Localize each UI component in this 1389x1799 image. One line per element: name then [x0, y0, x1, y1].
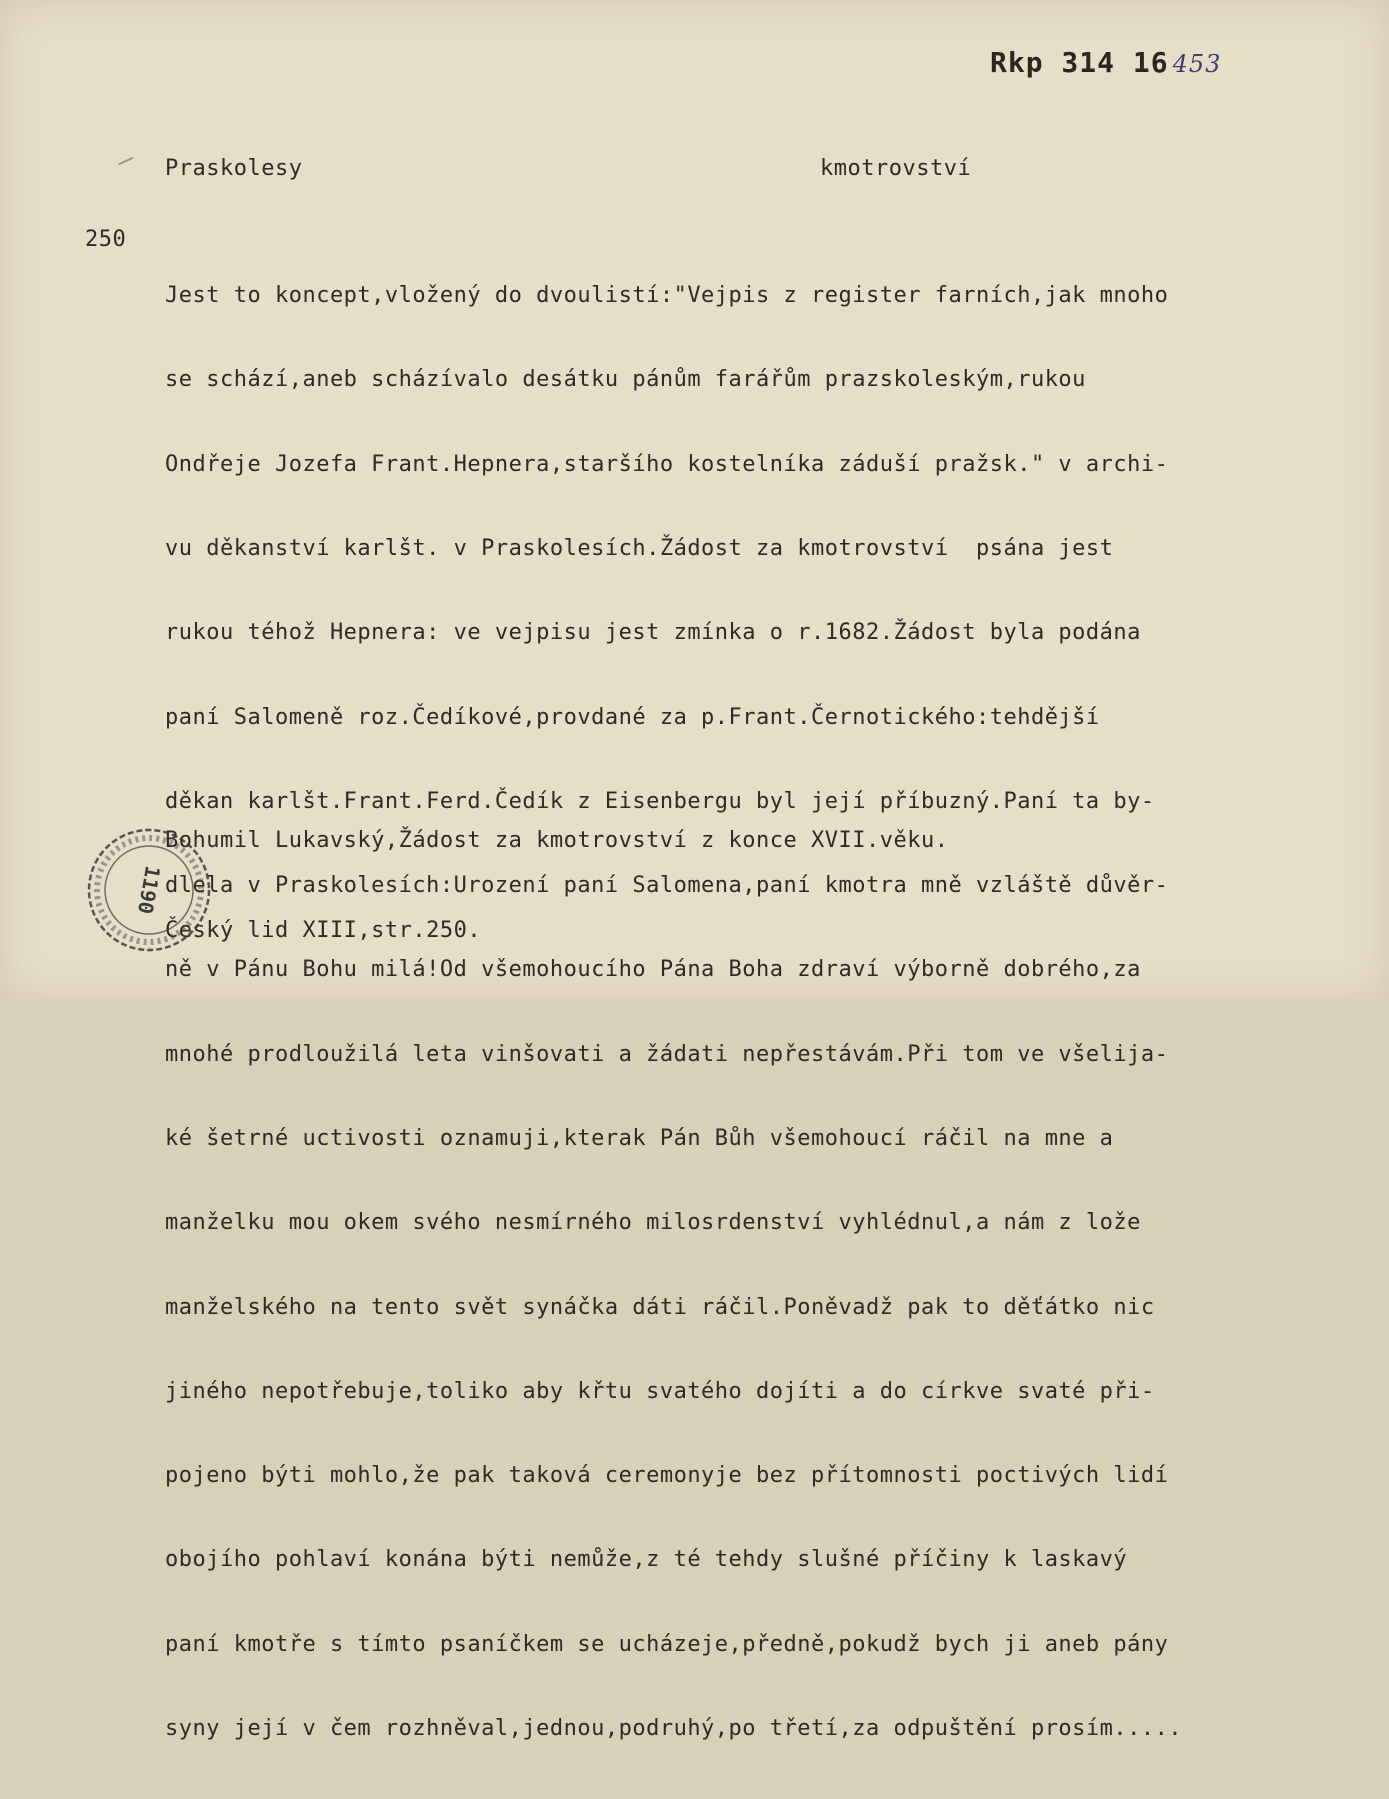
body-line: mnohé prodloužilá leta vinšovati a žádati nepřestávám.Při tom ve všelija- — [165, 1041, 1169, 1067]
card-body — [165, 226, 1365, 1799]
source-citation — [165, 766, 948, 1006]
pencil-mark — [118, 157, 133, 166]
topic-heading: kmotrovství — [820, 156, 972, 181]
source-line: Český lid XIII,str.250. — [165, 918, 482, 943]
body-line: obojího pohlaví konána býti nemůže,z té tehdy slušné příčiny k laskavý — [165, 1547, 1128, 1573]
body-line: dlela v Praskolesích:Urození paní Salomena,paní kmotra mně vzláště důvěr- — [165, 873, 1169, 899]
body-line: děkan karlšt.Frant.Ferd.Čedík z Eisenbergu byl její příbuzný.Paní ta by- — [165, 788, 1155, 814]
archive-stamp — [84, 825, 214, 955]
body-line: pojeno býti mohlo,že pak taková ceremonyje bez přítomnosti poctivých lidí — [165, 1463, 1169, 1489]
place-heading: Praskolesy — [165, 156, 303, 181]
body-line: ké šetrné uctivosti oznamuji,kterak Pán Bůh všemohoucí ráčil na mne a — [165, 1126, 1114, 1151]
body-line: manželku mou okem svého nesmírného milosrdenství vyhlédnul,a nám z lože — [165, 1210, 1141, 1236]
body-line: se schází,aneb scházívalo desátku pánům farářům prazskoleským,rukou — [165, 367, 1086, 393]
body-line: manželského na tento svět synáčka dáti ráčil.Poněvadž pak to děťátko nic — [165, 1294, 1155, 1320]
page-number: 250 — [85, 227, 127, 252]
stamp-text: 1190 — [132, 864, 166, 916]
body-line: Ondřeje Jozefa Frant.Hepnera,staršího kostelníka záduší pražsk." v archi- — [165, 451, 1169, 477]
body-line: paní Salomeně roz.Čedíkové,provdané za p.Frant.Černotického:tehdější — [165, 704, 1100, 730]
body-line: rukou téhož Hepnera: ve vejpisu jest zmínka o r.1682.Žádost byla podána — [165, 620, 1141, 646]
shelfmark — [990, 46, 1221, 79]
shelfmark-text: Rkp 314 16 — [990, 46, 1169, 79]
body-line: paní kmotře s tímto psaníčkem se ucházeje,předně,pokudž bych ji aneb pány — [165, 1631, 1169, 1657]
handwritten-number: 453 — [1172, 50, 1222, 78]
source-line: Bohumil Lukavský,Žádost za kmotrovství z konce XVII.věku. — [165, 828, 949, 853]
body-line: Jest to koncept,vložený do dvoulistí:"Vejpis z register farních,jak mnoho — [165, 283, 1169, 309]
body-line: syny její v čem rozhněval,jednou,podruhý,po třetí,za odpuštění prosím..... — [165, 1715, 1183, 1741]
body-line: ně v Pánu Bohu milá!Od všemohoucího Pána Boha zdraví výborně dobrého,za — [165, 957, 1141, 983]
body-line: jiného nepotřebuje,toliko aby křtu svatého dojíti a do církve svaté při- — [165, 1378, 1155, 1404]
body-line: vu děkanství karlšt. v Praskolesích.Žádost za kmotrovství psána jest — [165, 536, 1114, 562]
